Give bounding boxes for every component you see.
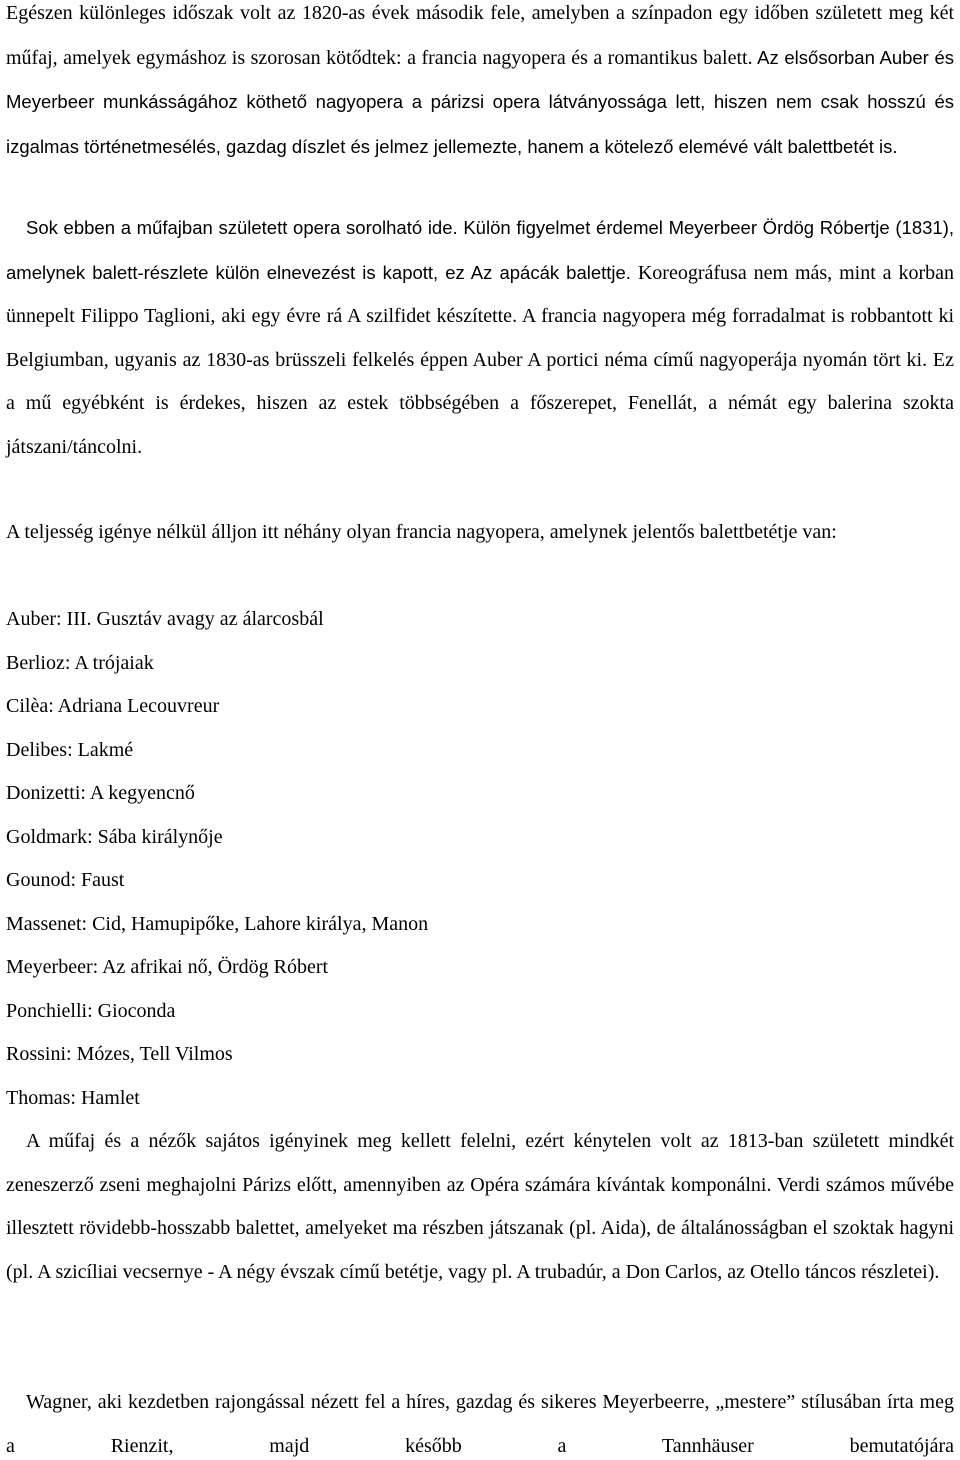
verdi-text: A műfaj és a nézők sajátos igényinek meg kellett felelni, ezért kénytelen volt az 1813-ban született mindkét zeneszerző zseni meghajolni Párizs előtt, amennyiben az Opéra számára kívántak komponálni. Verdi számos művébe illesztett rövidebb-hosszabb balettet, amelyeket ma részben játszanak (pl. Aida), de általánosságban el szoktak hagyni (pl. A szicíliai vecsernye - A négy évszak című betétje, vagy pl. A trubadúr, a Don Carlos, az Otello táncos részletei). xyxy=(6,1130,954,1283)
opera-list xyxy=(6,598,954,1120)
paragraph-meyerbeer xyxy=(6,206,954,469)
intro-sentence-2: Az elsősorban Auber és Meyerbeer munkásságához köthető nagyopera a párizsi opera látványossága lett, hiszen nem csak hosszú és izgalmas történetmesélés, xyxy=(6,46,954,157)
paragraph-intro xyxy=(6,0,954,169)
list-item: Auber: III. Gusztáv avagy az álarcosbál xyxy=(6,608,324,630)
intro-sentence-1: Egészen különleges időszak volt az 1820-as évek második fele, amelyben a színpadon egy időben született meg két műfaj, amelyek egymáshoz is szorosan kötődtek: a francia nagyopera és a romantikus balett. xyxy=(6,2,954,69)
meyerbeer-sentence-4: A francia nagyopera még forradalmat is robbantott ki Belgiumban, ugyanis az 1830-as brüsszeli felkelés éppen Auber A portici néma című nagyoperája nyomán tört ki. xyxy=(6,305,955,371)
list-item: Donizetti: A kegyencnő xyxy=(6,782,195,804)
list-item: Ponchielli: Gioconda xyxy=(6,999,176,1022)
list-item: Massenet: Cid, Hamupipőke, Lahore királya, Manon xyxy=(6,912,429,935)
list-item: Goldmark: Sába királynője xyxy=(6,825,223,848)
list-item: Gounod: Faust xyxy=(6,869,125,891)
list-item: Rossini: Mózes, Tell Vilmos xyxy=(6,1043,233,1065)
list-item: Delibes: Lakmé xyxy=(6,738,134,761)
list-item: Thomas: Hamlet xyxy=(6,1086,140,1109)
paragraph-list-intro xyxy=(6,511,954,555)
meyerbeer-sentence-1: Sok ebben a műfajban született opera sorolható ide. xyxy=(26,217,458,238)
list-item: Meyerbeer: Az afrikai nő, Ördög Róbert xyxy=(6,956,329,978)
list-intro-text: A teljesség igénye nélkül álljon itt néhány olyan francia nagyopera, amelynek jelentős balettbetétje van: xyxy=(6,521,837,543)
meyerbeer-sentence-5: Ez a mű egyébként is érdekes, hiszen az estek többségében a főszerepet, Fenellát, a némát egy balerina szokta játszani/táncolni. xyxy=(6,348,954,458)
wagner-text: Wagner, aki kezdetben rajongással nézett fel a híres, gazdag és sikeres Meyerbeerre, „mestere” stílusában írta meg a Rienzit, majd később a Tannhäuser bemutatójára xyxy=(6,1391,954,1457)
list-item: Cilèa: Adriana Lecouvreur xyxy=(6,695,220,717)
intro-sentence-3: gazdag díszlet és jelmez jellemezte, hanem a kötelező elemévé vált balettbetét is. xyxy=(220,135,898,157)
meyerbeer-sentence-3: Koreográfusa nem más, mint a korban ünnepelt Filippo Taglioni, aki egy évre rá A szilfidet készítette. xyxy=(6,261,954,327)
list-item: Berlioz: A trójaiak xyxy=(6,651,154,674)
paragraph-wagner xyxy=(6,1381,954,1460)
meyerbeer-sentence-2: Külön figyelmet érdemel Meyerbeer Ördög Róbertje (1831), amelynek balett-részlete külön elnevezést is kapott, ez Az apácák balettje. xyxy=(6,217,955,283)
paragraph-verdi xyxy=(6,1120,954,1294)
